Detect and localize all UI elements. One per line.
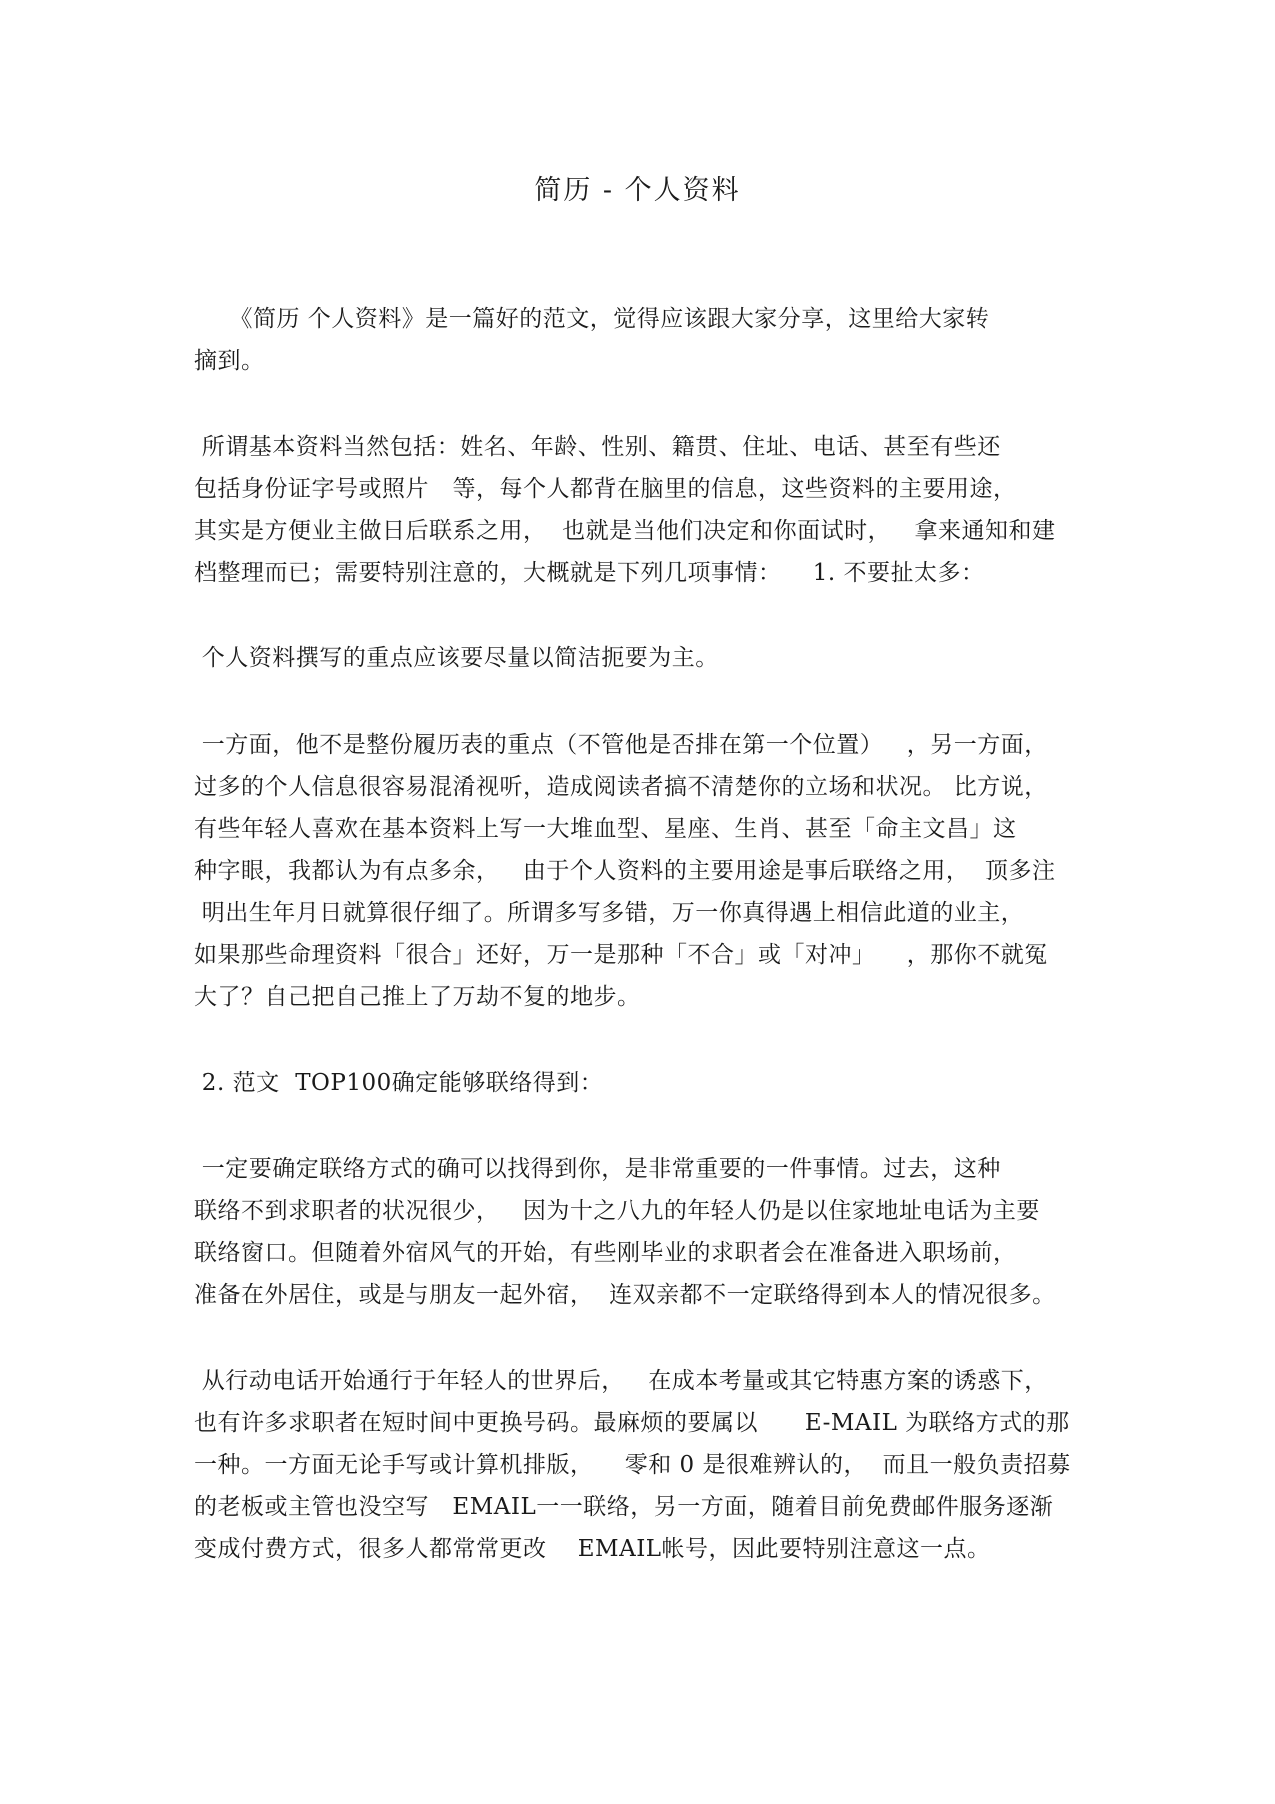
paragraph-line: 一方面，他不是整份履历表的重点（不管他是否排在第一个位置） ，另一方面， xyxy=(194,732,1048,758)
paragraph-line: 种字眼，我都认为有点多余， 由于个人资料的主要用途是事后联络之用， 顶多注 xyxy=(194,858,1056,884)
paragraph-line: 也有许多求职者在短时间中更换号码。最麻烦的要属以 E-MAIL 为联络方式的那 xyxy=(194,1410,1070,1436)
paragraph-line: 如果那些命理资料「很合」还好，万一是那种「不合」或「对冲」 ，那你不就冤 xyxy=(194,942,1048,968)
paragraph-line: 的老板或主管也没空写 EMAIL一一联络，另一方面，随着目前免费邮件服务逐渐 xyxy=(194,1494,1054,1520)
paragraph-line: 其实是方便业主做日后联系之用， 也就是当他们决定和你面试时， 拿来通知和建 xyxy=(194,518,1056,544)
paragraph-line: 一定要确定联络方式的确可以找得到你，是非常重要的一件事情。过去，这种 xyxy=(194,1156,1001,1182)
paragraph-line: 摘到。 xyxy=(194,348,265,374)
section-heading: 2. 范文 TOP100确定能够联络得到： xyxy=(194,1070,604,1096)
paragraph-line: 大了？自己把自己推上了万劫不复的地步。 xyxy=(194,984,641,1010)
paragraph-line: 档整理而已；需要特别注意的，大概就是下列几项事情： 1. 不要扯太多： xyxy=(194,560,985,586)
paragraph-line: 个人资料撰写的重点应该要尽量以简洁扼要为主。 xyxy=(194,645,719,671)
paragraph-line: 从行动电话开始通行于年轻人的世界后， 在成本考量或其它特惠方案的诱惑下， xyxy=(194,1368,1048,1394)
paragraph-line: 包括身份证字号或照片 等，每个人都背在脑里的信息，这些资料的主要用途， xyxy=(194,476,1017,502)
paragraph-line: 联络不到求职者的状况很少， 因为十之八九的年轻人仍是以住家地址电话为主要 xyxy=(194,1198,1040,1224)
paragraph-line: 有些年轻人喜欢在基本资料上写一大堆血型、星座、生肖、甚至「命主文昌」这 xyxy=(194,816,1017,842)
paragraph-line: 准备在外居住，或是与朋友一起外宿， 连双亲都不一定联络得到本人的情况很多。 xyxy=(194,1282,1056,1308)
paragraph-line: 一种。一方面无论手写或计算机排版， 零和 0 是很难辨认的， 而且一般负责招募 xyxy=(194,1452,1071,1478)
paragraph-line: 《简历 个人资料》是一篇好的范文，觉得应该跟大家分享，这里给大家转 xyxy=(194,306,990,332)
paragraph-line: 联络窗口。但随着外宿风气的开始，有些刚毕业的求职者会在准备进入职场前， xyxy=(194,1240,1017,1266)
paragraph-line: 所谓基本资料当然包括：姓名、年龄、性别、籍贯、住址、电话、甚至有些还 xyxy=(194,434,1001,460)
paragraph-line: 明出生年月日就算很仔细了。所谓多写多错，万一你真得遇上相信此道的业主， xyxy=(194,900,1025,926)
paragraph-line: 变成付费方式，很多人都常常更改 EMAIL帐号，因此要特别注意这一点。 xyxy=(194,1536,991,1562)
document-title: 简历 - 个人资料 xyxy=(534,175,741,206)
paragraph-line: 过多的个人信息很容易混淆视听，造成阅读者搞不清楚你的立场和状况。 比方说， xyxy=(194,774,1048,800)
